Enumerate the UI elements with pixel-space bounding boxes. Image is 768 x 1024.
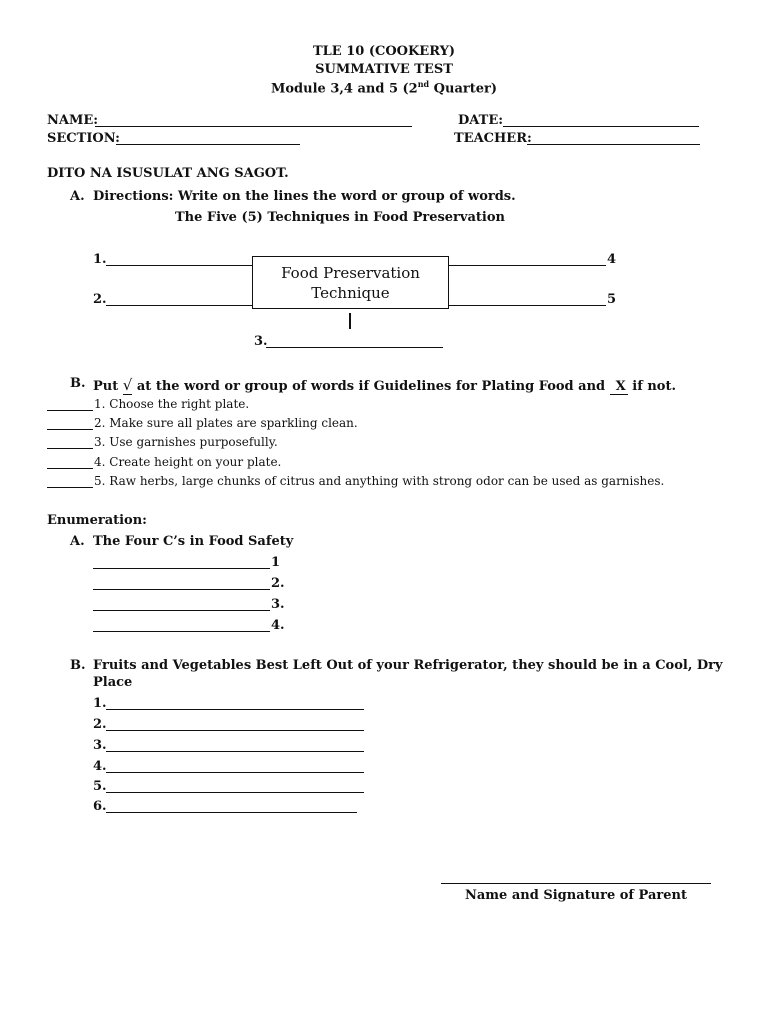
section-label: SECTION: bbox=[47, 131, 120, 146]
plating-answer-line[interactable] bbox=[47, 429, 93, 430]
produce-number: 4. bbox=[93, 759, 107, 774]
food-safety-line[interactable] bbox=[93, 631, 270, 632]
part-a-subtitle: The Five (5) Techniques in Food Preservation bbox=[175, 210, 505, 225]
food-preservation-box bbox=[252, 256, 449, 309]
test-title: TLE 10 (COOKERY) bbox=[312, 44, 456, 59]
plating-answer-line[interactable] bbox=[47, 410, 93, 411]
test-type: SUMMATIVE TEST bbox=[315, 62, 453, 77]
produce-line[interactable] bbox=[106, 709, 364, 710]
produce-number: 6. bbox=[93, 799, 107, 814]
plating-answer-line[interactable] bbox=[47, 448, 93, 449]
box-label-line1: Food Preservation bbox=[281, 263, 420, 282]
signature-label: Name and Signature of Parent bbox=[465, 888, 687, 903]
technique-line-2[interactable] bbox=[106, 305, 252, 306]
box-label-line2: Technique bbox=[311, 283, 390, 302]
technique-number-2: 2. bbox=[93, 292, 107, 307]
plating-item: 4. Create height on your plate. bbox=[94, 455, 282, 469]
produce-line[interactable] bbox=[106, 792, 364, 793]
produce-number: 5. bbox=[93, 779, 107, 794]
module-superscript: nd bbox=[417, 79, 430, 89]
produce-line[interactable] bbox=[106, 812, 357, 813]
food-safety-line[interactable] bbox=[93, 589, 270, 590]
section-field[interactable] bbox=[116, 144, 300, 145]
x-mark: X bbox=[610, 379, 628, 395]
enum-b-marker: B. bbox=[70, 658, 86, 673]
instruction: DITO NA ISUSULAT ANG SAGOT. bbox=[47, 166, 289, 181]
date-label: DATE: bbox=[458, 113, 504, 128]
food-safety-line[interactable] bbox=[93, 610, 270, 611]
plating-answer-line[interactable] bbox=[47, 487, 93, 488]
teacher-field[interactable] bbox=[527, 144, 700, 145]
food-safety-line[interactable] bbox=[93, 568, 270, 569]
food-safety-number: 2. bbox=[271, 576, 285, 591]
part-a-marker: A. bbox=[70, 189, 85, 204]
enum-a-title: The Four C’s in Food Safety bbox=[93, 534, 294, 549]
part-a-directions: Directions: Write on the lines the word or group of words. bbox=[93, 189, 516, 204]
technique-number-3: 3. bbox=[254, 334, 268, 349]
technique-line-1[interactable] bbox=[106, 265, 252, 266]
enum-b-title-line1: Fruits and Vegetables Best Left Out of your Refrigerator, they should be in a Cool, Dry bbox=[93, 658, 723, 673]
enum-a-marker: A. bbox=[70, 534, 85, 549]
produce-number: 3. bbox=[93, 738, 107, 753]
module-quarter: Quarter) bbox=[429, 81, 498, 97]
name-label: NAME: bbox=[47, 113, 99, 128]
part-b-put: Put bbox=[93, 379, 119, 394]
technique-line-5[interactable] bbox=[449, 305, 606, 306]
teacher-label: TEACHER: bbox=[454, 131, 532, 146]
plating-item: 1. Choose the right plate. bbox=[94, 397, 250, 411]
produce-number: 1. bbox=[93, 696, 107, 711]
produce-number: 2. bbox=[93, 717, 107, 732]
technique-line-4[interactable] bbox=[449, 265, 606, 266]
enumeration-title: Enumeration: bbox=[47, 513, 147, 528]
plating-answer-line[interactable] bbox=[47, 468, 93, 469]
part-b-end: if not. bbox=[632, 379, 677, 394]
plating-item: 5. Raw herbs, large chunks of citrus and anything with strong odor can be used as garnishes. bbox=[94, 474, 665, 488]
food-safety-number: 1 bbox=[271, 555, 281, 570]
module-text: Module 3,4 and 5 (2 bbox=[270, 81, 418, 97]
connector-line bbox=[349, 313, 351, 329]
plating-item: 2. Make sure all plates are sparkling clean. bbox=[94, 416, 358, 430]
check-mark-icon: √ bbox=[122, 376, 133, 394]
technique-line-3[interactable] bbox=[266, 347, 443, 348]
food-safety-number: 3. bbox=[271, 597, 285, 612]
produce-line[interactable] bbox=[106, 751, 364, 752]
technique-number-1: 1. bbox=[93, 252, 107, 267]
module-line bbox=[0, 79, 768, 96]
food-safety-number: 4. bbox=[271, 618, 285, 633]
date-field[interactable] bbox=[503, 126, 699, 127]
technique-number-4: 4 bbox=[607, 252, 617, 267]
name-field[interactable] bbox=[95, 126, 412, 127]
technique-number-5: 5 bbox=[607, 292, 617, 307]
plating-item: 3. Use garnishes purposefully. bbox=[94, 435, 278, 449]
part-b-middle: at the word or group of words if Guidelines for Plating Food and bbox=[136, 379, 606, 394]
produce-line[interactable] bbox=[106, 730, 364, 731]
produce-line[interactable] bbox=[106, 772, 364, 773]
part-b-marker: B. bbox=[70, 376, 86, 391]
signature-line[interactable] bbox=[441, 883, 711, 884]
enum-b-title-line2: Place bbox=[93, 675, 133, 690]
part-b-instruction bbox=[93, 376, 676, 394]
